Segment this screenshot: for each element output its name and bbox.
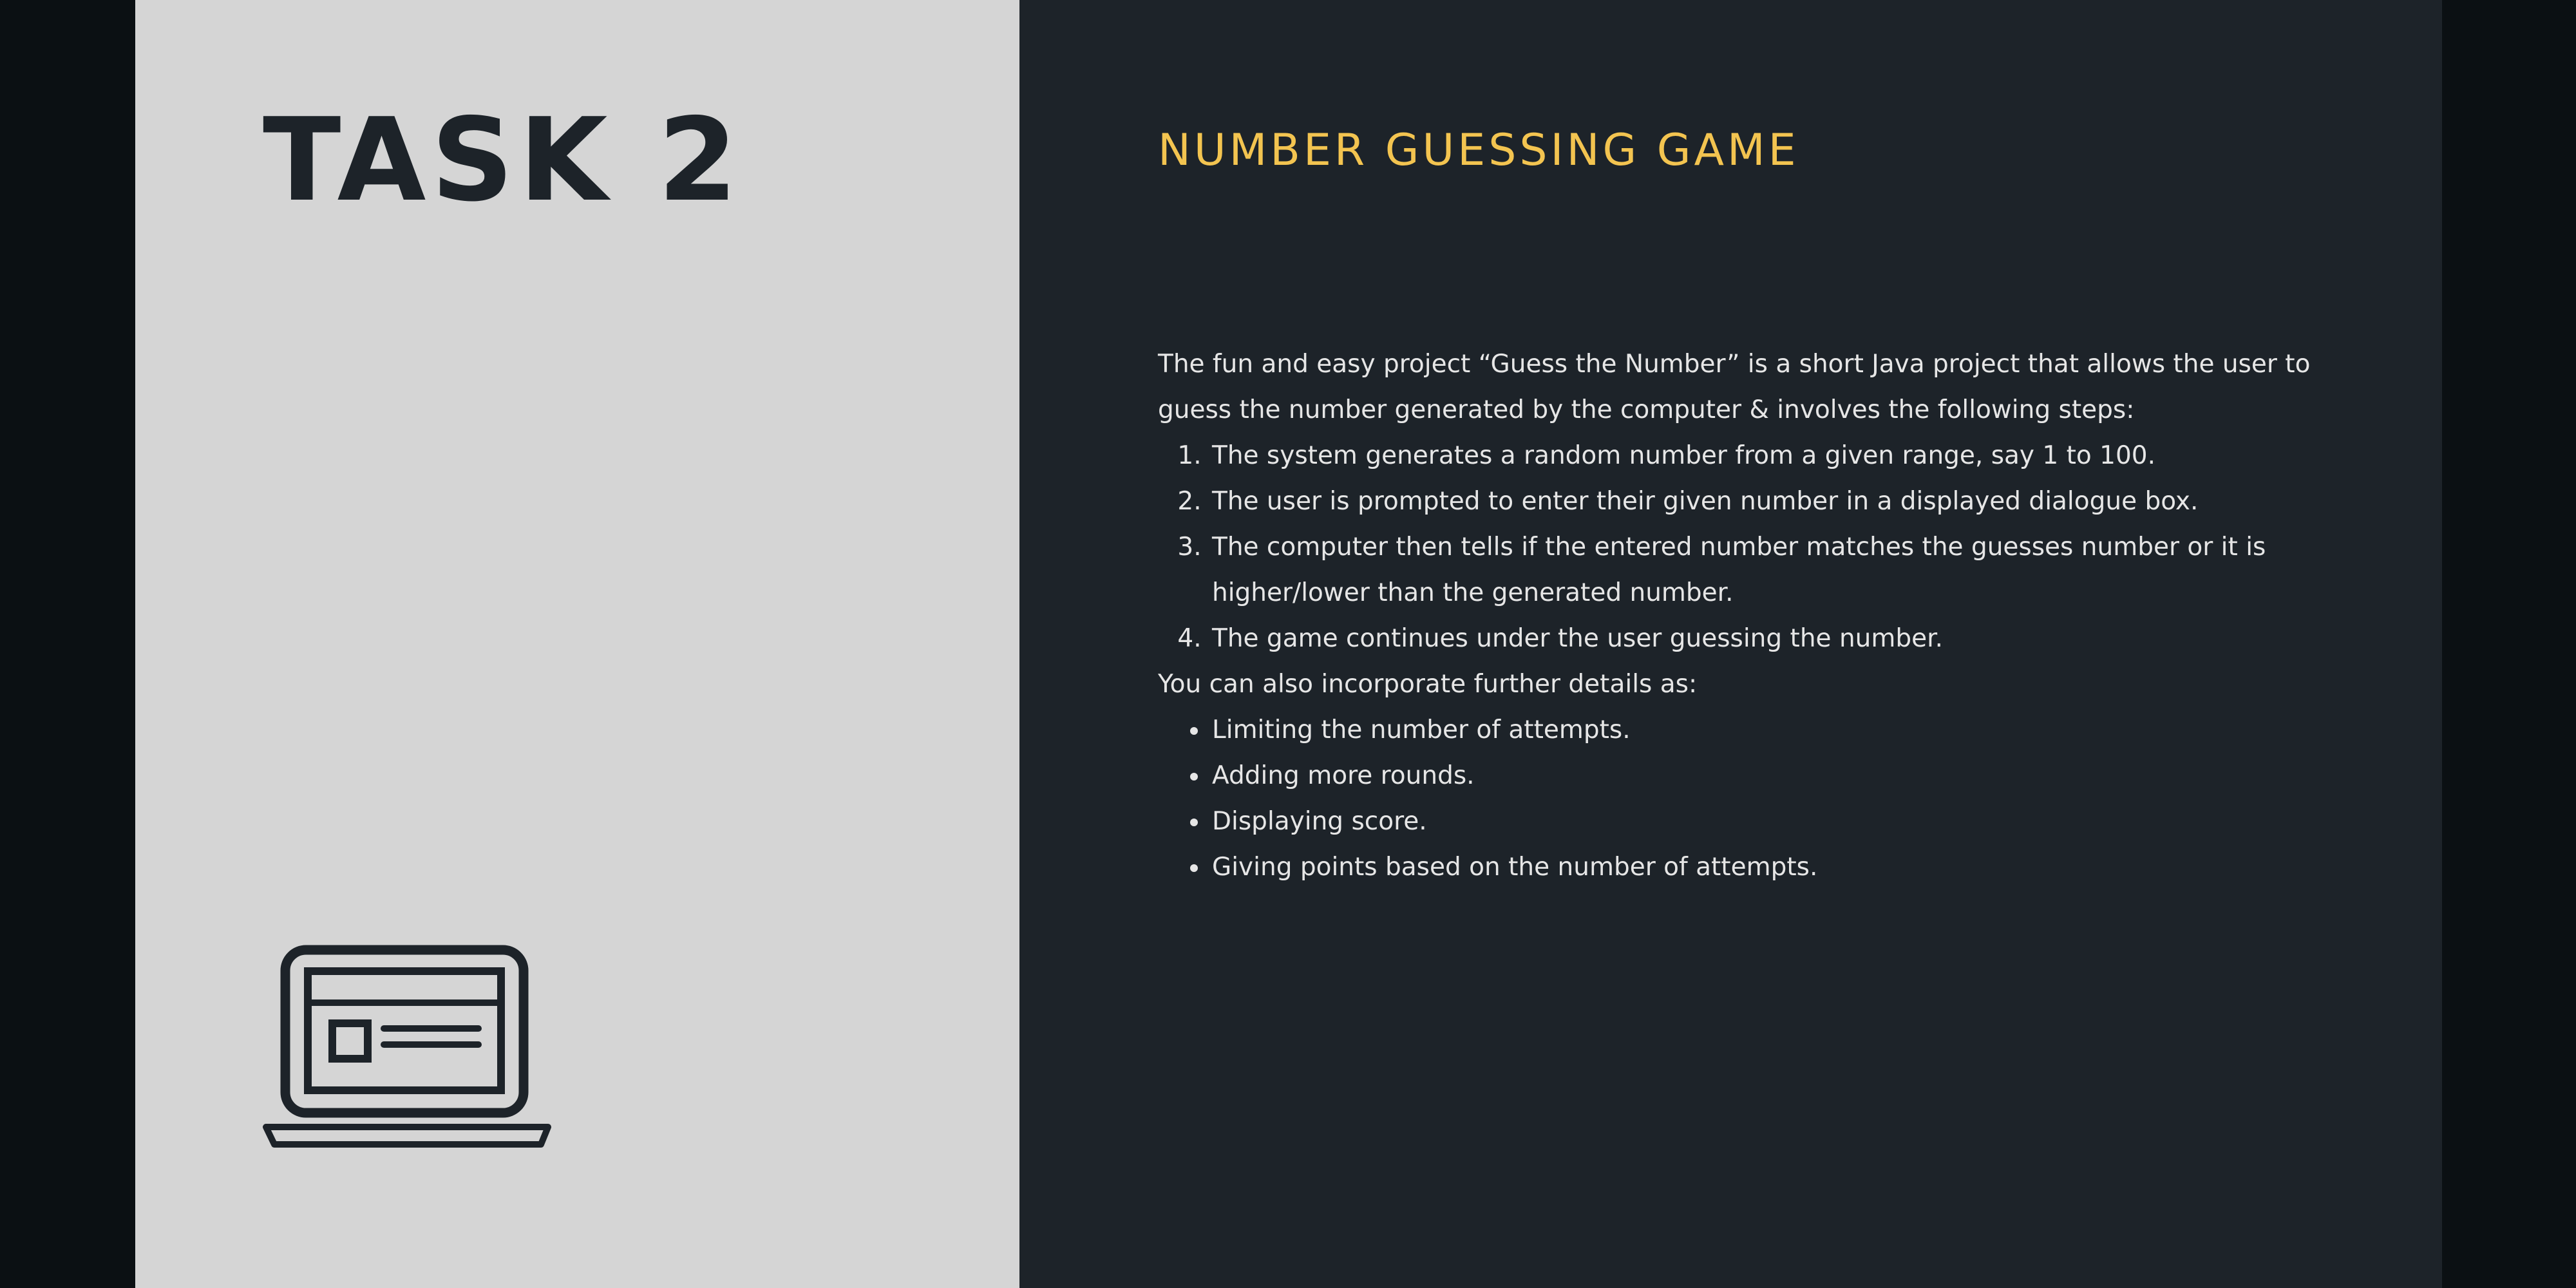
laptop-icon <box>263 943 553 1156</box>
body-text <box>1158 341 2317 890</box>
step-item: 2. The user is prompted to enter their given number in a displayed dialogue box. <box>1209 478 2317 524</box>
section-heading: NUMBER GUESSING GAME <box>1158 125 1799 176</box>
task-title: TASK 2 <box>263 93 743 227</box>
left-panel <box>135 0 1019 1288</box>
extra-item: • Limiting the number of attempts. <box>1209 707 2317 753</box>
extras-list <box>1158 707 2317 890</box>
extra-item: • Giving points based on the number of attempts. <box>1209 844 2317 890</box>
step-item: 3. The computer then tells if the entered number matches the guesses number or it is higher/lower than the generated number. <box>1209 524 2317 616</box>
step-item: 4. The game continues under the user guessing the number. <box>1209 616 2317 661</box>
slide <box>135 0 2442 1288</box>
extra-item: • Adding more rounds. <box>1209 753 2317 799</box>
step-item: 1. The system generates a random number from a given range, say 1 to 100. <box>1209 433 2317 478</box>
steps-list <box>1158 433 2317 661</box>
extras-intro: You can also incorporate further details as: <box>1158 670 1698 699</box>
right-panel <box>1019 0 2442 1288</box>
intro-paragraph: The fun and easy project “Guess the Number” is a short Java project that allows the user to guess the number generated by the computer & involves the following steps: <box>1158 350 2311 424</box>
extra-item: • Displaying score. <box>1209 799 2317 844</box>
